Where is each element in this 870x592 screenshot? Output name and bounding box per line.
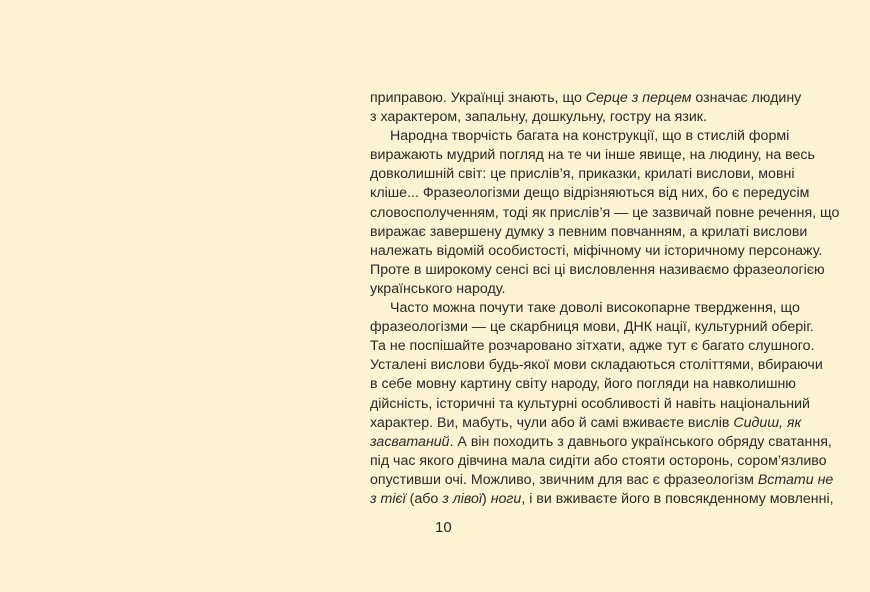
text-line bbox=[370, 490, 834, 509]
text-line bbox=[370, 108, 800, 127]
text-line bbox=[370, 165, 800, 184]
text-segment: Усталені вислови будь-якої мови складаються століттями, вбираючи bbox=[370, 357, 823, 374]
italic-phrase: Серце з перцем bbox=[585, 90, 692, 106]
text-line bbox=[370, 375, 800, 394]
text-segment: приправою. Українці знають, що bbox=[370, 90, 586, 106]
text-line bbox=[370, 318, 814, 337]
text-segment: характер. Ви, мабуть, чули або й самі вживаєте вислів bbox=[370, 414, 734, 431]
text-line bbox=[370, 89, 800, 108]
text-line bbox=[370, 242, 823, 261]
text-line bbox=[370, 337, 815, 356]
text-segment: довколишній світ: це прислів’я, приказки, крилаті вислови, мовні bbox=[370, 166, 795, 183]
body-text bbox=[370, 89, 840, 509]
text-line bbox=[370, 452, 827, 471]
text-segment: фразеологізми — це скарбниця мови, ДНК нації, культурний оберіг. bbox=[370, 319, 814, 336]
text-segment: Та не поспішайте розчаровано зітхати, адже тут є багато слушного. bbox=[370, 338, 815, 355]
text-line bbox=[370, 395, 810, 414]
text-line bbox=[370, 356, 823, 375]
text-line bbox=[370, 204, 840, 223]
text-segment: в себе мовну картину світу народу, його погляди на навколишню bbox=[370, 376, 796, 393]
italic-phrase: Сидиш, як bbox=[733, 414, 802, 431]
text-segment: словосполученням, тоді як прислів’я — це зазвичай повне речення, що bbox=[370, 204, 840, 221]
text-segment: з характером, запальну, дошкульну, гостру на язик. bbox=[370, 109, 707, 126]
page-number: 10 bbox=[435, 519, 452, 536]
text-segment: дійсність, історичні та культурні особливості й навіть національний bbox=[370, 395, 810, 412]
text-line bbox=[370, 471, 834, 490]
text-segment: виражає завершену думку з певним повчанням, а крилаті вислови bbox=[370, 223, 808, 240]
text-segment: під час якого дівчина мала сидіти або стояти осторонь, сором’язливо bbox=[370, 452, 827, 469]
text-line bbox=[370, 223, 808, 242]
text-line bbox=[370, 261, 825, 280]
italic-phrase: з лівої bbox=[442, 490, 483, 507]
text-line bbox=[370, 184, 810, 203]
text-segment: , і ви вживаєте його в повсякденному мовленні, bbox=[521, 490, 834, 507]
text-line bbox=[370, 280, 800, 299]
text-segment: Часто можна почути таке доволі високопарне твердження, що bbox=[390, 300, 800, 317]
text-segment: належать відомій особистості, міфічному чи історичному персонажу. bbox=[370, 242, 823, 259]
text-segment: Проте в широкому сенсі всі ці висловлення називаємо фразеологією bbox=[370, 261, 825, 278]
text-segment: (або bbox=[405, 490, 443, 507]
italic-phrase: з тієї bbox=[370, 490, 406, 507]
text-segment: виражають мудрий погляд на те чи інше явище, на людину, на весь bbox=[370, 147, 815, 164]
text-segment: ) bbox=[482, 490, 491, 507]
text-segment: Народна творчість багата на конструкції, що в стислій формі bbox=[390, 128, 790, 145]
text-line bbox=[370, 127, 800, 146]
italic-phrase: Встати не bbox=[757, 471, 834, 488]
text-segment: кліше... Фразеологізми дещо відрізняються від них, бо є передусім bbox=[370, 185, 810, 202]
italic-phrase: засватаний bbox=[370, 433, 450, 450]
text-segment: означає людину bbox=[691, 90, 802, 106]
italic-phrase: ноги bbox=[490, 490, 522, 507]
text-segment: опустивши очі. Можливо, звичним для вас є фразеологізм bbox=[370, 471, 758, 488]
text-line bbox=[370, 146, 815, 165]
text-line bbox=[370, 414, 800, 433]
text-segment: . А він походить з давнього українського обряду сватання, bbox=[449, 433, 832, 450]
text-segment: українського народу. bbox=[370, 280, 506, 297]
text-line bbox=[370, 299, 800, 318]
text-line bbox=[370, 433, 832, 452]
